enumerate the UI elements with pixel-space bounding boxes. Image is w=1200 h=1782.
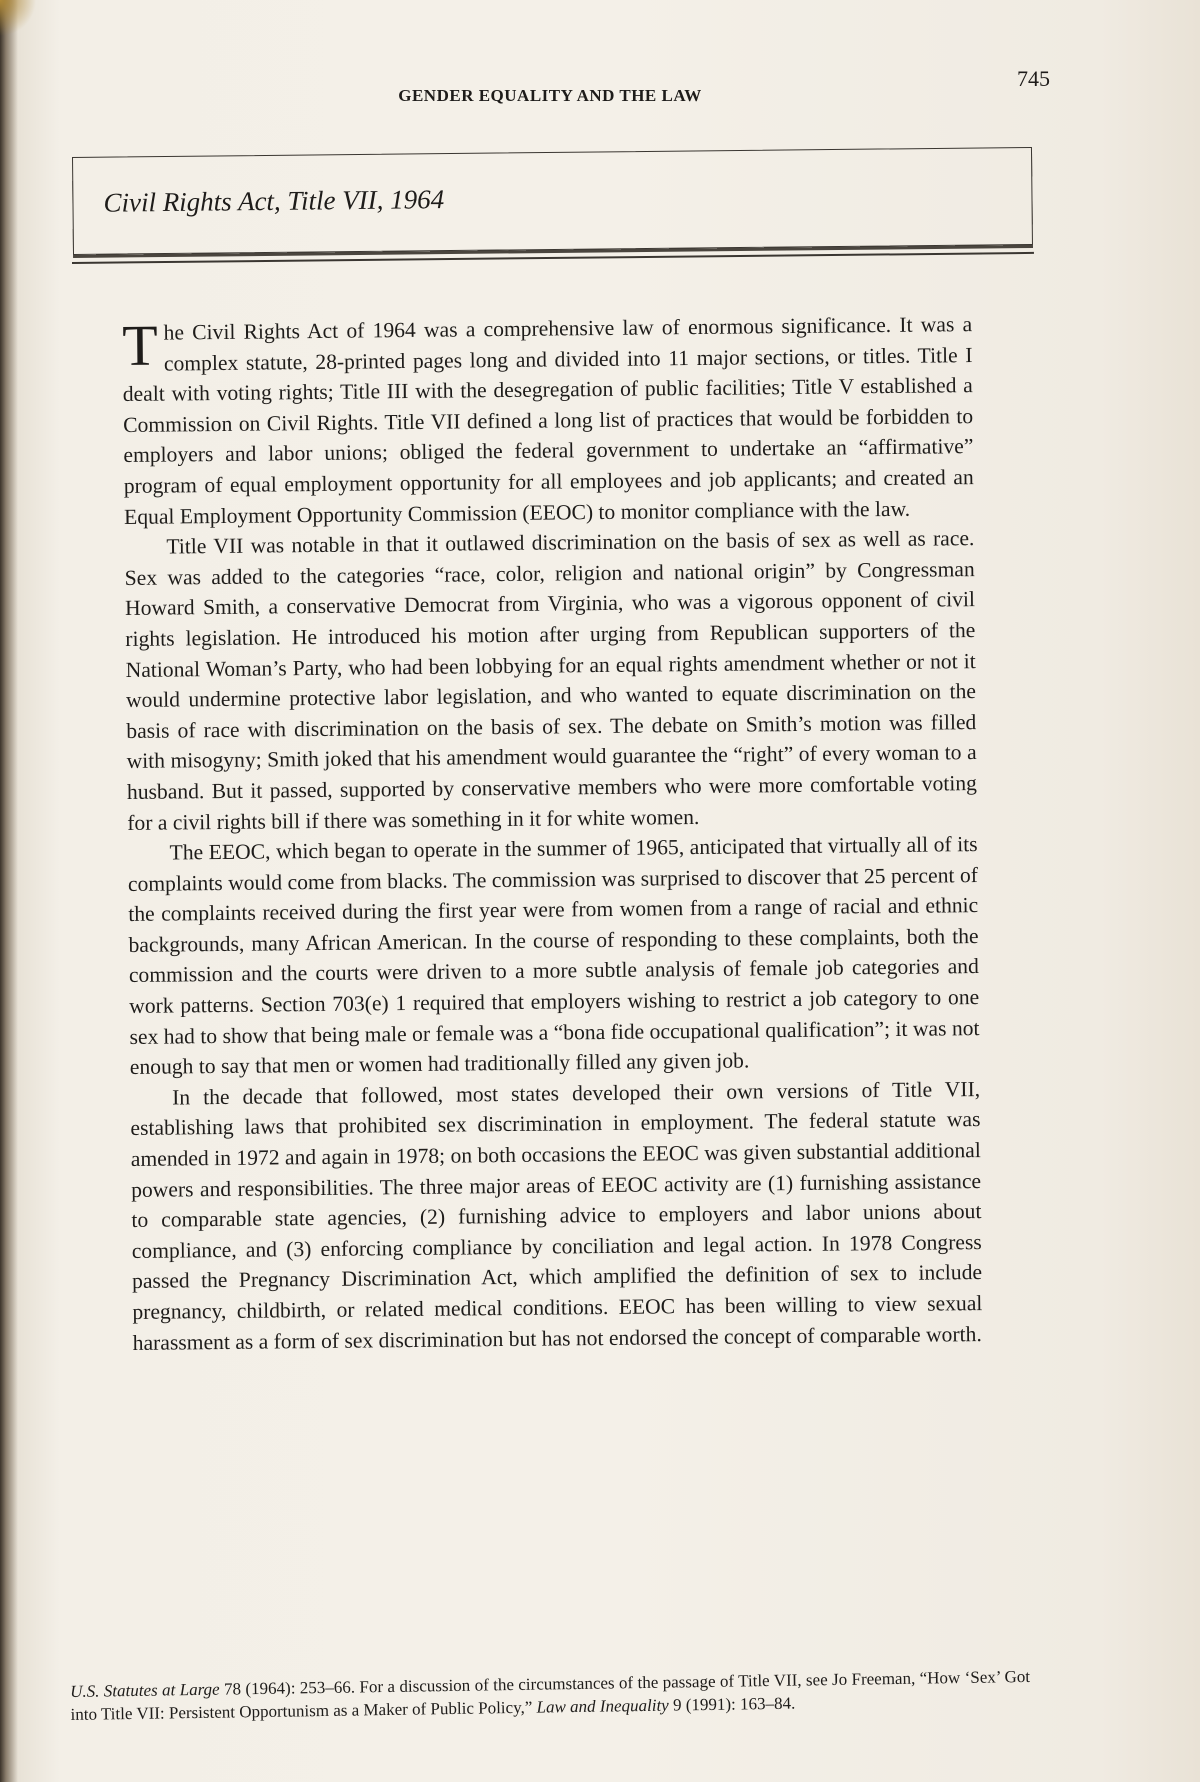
paragraph-2: Title VII was notable in that it outlawed discrimination on the basis of sex as well as race. Sex was added to the categories “race, color, religion and national origin” by Congressman Howard Smith, a conservative Democrat from Virginia, who was a vigorous opponent of civil rights legislation. He introduced his motion after urging from Republican supporters of the National Woman’s Party, who had been lobbying for an equal rights amendment whether or not it would undermine protective labor legislation, and who wanted to equate discrimination on the basis of race with discrimination on the basis of sex. The debate on Smith’s motion was filled with misogyny; Smith joked that his amendment would guarantee the “right” of every woman to a husband. But it passed, supported by conservative members who were more comfortable voting for a civil rights bill if there was something in it for white women.: [124, 526, 978, 835]
footnote-citation: 9 (1991): 163–84.: [668, 1693, 796, 1715]
paragraph-1: [122, 309, 974, 532]
footnote-source-title: U.S. Statutes at Large: [70, 1679, 220, 1701]
page-corner: [0, 0, 40, 40]
drop-cap: T: [121, 312, 159, 378]
title-rule: [72, 252, 1034, 264]
footnote-text: 78 (1964): 253–66. For a discussion of the circumstances of the passage of Title VII, see Jo Freeman, “How ‘Sex’ Got into Title VII: Persistent Opportunism as a Maker of Public Policy,”: [70, 1666, 1031, 1724]
footnote-journal: Law and Inequality: [536, 1695, 669, 1717]
paragraph-1-text: he Civil Rights Act of 1964 was a comprehensive law of enormous significance. It was a complex statute, 28-printed pages long and divided into 11 major sections, or titles. Title I dealt with voting rights; Title III with the desegregation of public facilities; Title V established a Commission on Civil Rights. Title VII defined a long list of practices that would be forbidden to employers and labor unions; obliged the federal government to undertake an “affirmative” program of equal employment opportunity for all employees and job applicants; and created an Equal Employment Opportunity Commission (EEOC) to monitor compliance with the law.: [122, 312, 974, 529]
source-footnote: [70, 1665, 1031, 1726]
body-text: [122, 309, 983, 1358]
paragraph-4: In the decade that followed, most states developed their own versions of Title VII, establishing laws that prohibited sex discrimination in employment. The federal statute was amended in 1972 and again in 1978; on both occasions the EEOC was given substantial additional powers and responsibilities. The three major areas of EEOC activity are (1) furnishing assistance to comparable state agencies, (2) furnishing advice to employers and labor unions about compliance, and (3) enforcing compliance by conciliation and legal action. In 1978 Congress passed the Pregnancy Discrimination Act, which amplified the definition of sex to include pregnancy, childbirth, or related medical conditions. EEOC has been willing to view sexual harassment as a form of sex discrimination but has not endorsed the concept of comparable worth.: [130, 1076, 983, 1355]
page-number: 745: [1017, 66, 1050, 91]
section-title: Civil Rights Act, Title VII, 1964: [103, 184, 445, 218]
running-head: GENDER EQUALITY AND THE LAW: [398, 86, 702, 105]
paragraph-3: The EEOC, which began to operate in the summer of 1965, anticipated that virtually all of its complaints would come from blacks. The commission was surprised to discover that 25 percent of the complaints received during the first year were from women from a range of racial and ethnic backgrounds, many African American. In the course of responding to these complaints, both the commission and the courts were driven to a more subtle analysis of female job categories and work patterns. Section 703(e) 1 required that employers wishing to restrict a job category to one sex had to show that being male or female was a “bona fide occupational qualification”; it was not enough to say that men or women had traditionally filled any given job.: [127, 832, 980, 1080]
spine-shadow: [0, 0, 18, 1782]
title-box: [72, 147, 1033, 255]
